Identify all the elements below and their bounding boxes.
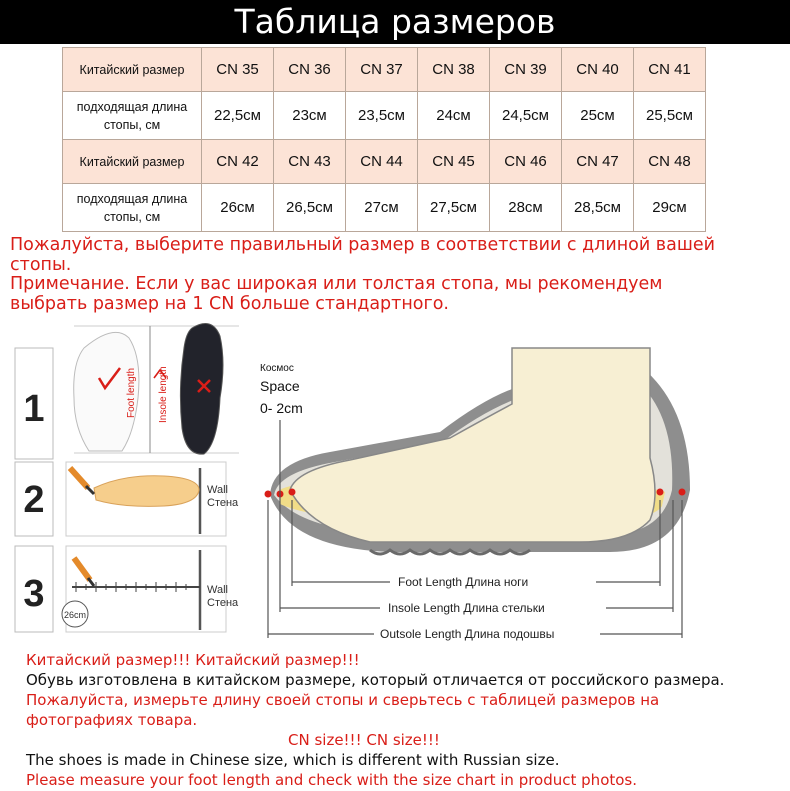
insole-length-label: Insole length (158, 366, 169, 423)
space-label-ru: Космос (260, 363, 294, 374)
step3-panel (14, 540, 244, 636)
table-cell: 23,5см (346, 92, 418, 140)
table-cell: Китайский размер (63, 140, 202, 184)
table-cell: CN 36 (274, 48, 346, 92)
label-line: стопы, см (103, 209, 161, 224)
table-cell: 28,5см (562, 184, 634, 232)
insole-length-caption: Insole Length Длина стельки (388, 601, 545, 615)
bottom-line: фотографиях товара. (26, 711, 198, 729)
step2-number: 2 (23, 479, 45, 521)
bottom-line: The shoes is made in Chinese size, which is different with Russian size. (26, 751, 560, 769)
table-cell: 27см (346, 184, 418, 232)
table-cell: CN 35 (202, 48, 274, 92)
note-line: Примечание. Если у вас широкая или толстая стопа, мы рекомендуем (10, 274, 663, 294)
note-line: выбрать размер на 1 CN больше стандартного. (10, 294, 449, 314)
table-cell: 29см (634, 184, 706, 232)
bottom-line: Пожалуйста, измерьте длину своей стопы и сверьтесь с таблицей размеров на (26, 691, 660, 709)
table-cell: 28см (490, 184, 562, 232)
table-cell: 26см (202, 184, 274, 232)
table-cell: 26,5см (274, 184, 346, 232)
table-cell: CN 48 (634, 140, 706, 184)
space-label-en: Space (260, 378, 300, 394)
foot-shape-icon (290, 348, 655, 542)
foot-length-label: Foot length (126, 367, 137, 418)
table-cell: 25см (562, 92, 634, 140)
table-row (63, 140, 706, 184)
foot-length-caption: Foot Length Длина ноги (398, 575, 529, 589)
note-line: стопы. (10, 255, 72, 275)
wall-label-en: Wall (207, 584, 228, 596)
bottom-line: Китайский размер!!! Китайский размер!!! (26, 651, 360, 669)
bottom-line: CN size!!! CN size!!! (288, 731, 440, 749)
table-row (63, 92, 706, 140)
table-cell: CN 45 (418, 140, 490, 184)
page-title: Таблица размеров (0, 0, 790, 44)
space-value: 0- 2cm (260, 400, 303, 416)
table-cell: CN 39 (490, 48, 562, 92)
table-cell: CN 44 (346, 140, 418, 184)
table-cell: Китайский размер (63, 48, 202, 92)
table-cell: 24,5см (490, 92, 562, 140)
table-cell (63, 92, 202, 140)
table-cell: CN 40 (562, 48, 634, 92)
note-line: Пожалуйста, выберите правильный размер в соответствии с длиной вашей (10, 235, 715, 255)
label-line: стопы, см (103, 117, 161, 132)
table-cell: CN 37 (346, 48, 418, 92)
table-cell (63, 184, 202, 232)
table-cell: CN 46 (490, 140, 562, 184)
step1-number: 1 (23, 388, 45, 430)
table-cell: 25,5см (634, 92, 706, 140)
table-cell: 24см (418, 92, 490, 140)
table-cell: 22,5см (202, 92, 274, 140)
size-table (62, 47, 706, 232)
label-line: подходящая длина (76, 191, 188, 206)
table-cell: CN 41 (634, 48, 706, 92)
wall-label-en: Wall (207, 484, 228, 496)
shoe-diagram (250, 320, 700, 642)
table-row (63, 184, 706, 232)
table-cell: CN 47 (562, 140, 634, 184)
bottom-line: Обувь изготовлена в китайском размере, который отличается от российского размера. (26, 671, 725, 689)
label-line: подходящая длина (76, 99, 188, 114)
table-cell: 27,5см (418, 184, 490, 232)
table-cell: 23см (274, 92, 346, 140)
wall-label-ru: Стена (207, 497, 239, 509)
wall-label-ru: Стена (207, 597, 239, 609)
outsole-length-caption: Outsole Length Длина подошвы (380, 627, 555, 641)
table-cell: CN 43 (274, 140, 346, 184)
step3-number: 3 (23, 573, 45, 615)
step2-panel (14, 460, 244, 538)
table-cell: CN 42 (202, 140, 274, 184)
bottom-line: Please measure your foot length and check with the size chart in product photos. (26, 771, 638, 789)
table-row (63, 48, 706, 92)
table-cell: CN 38 (418, 48, 490, 92)
step1-panel (14, 318, 239, 460)
ruler-value: 26cm (63, 610, 87, 620)
